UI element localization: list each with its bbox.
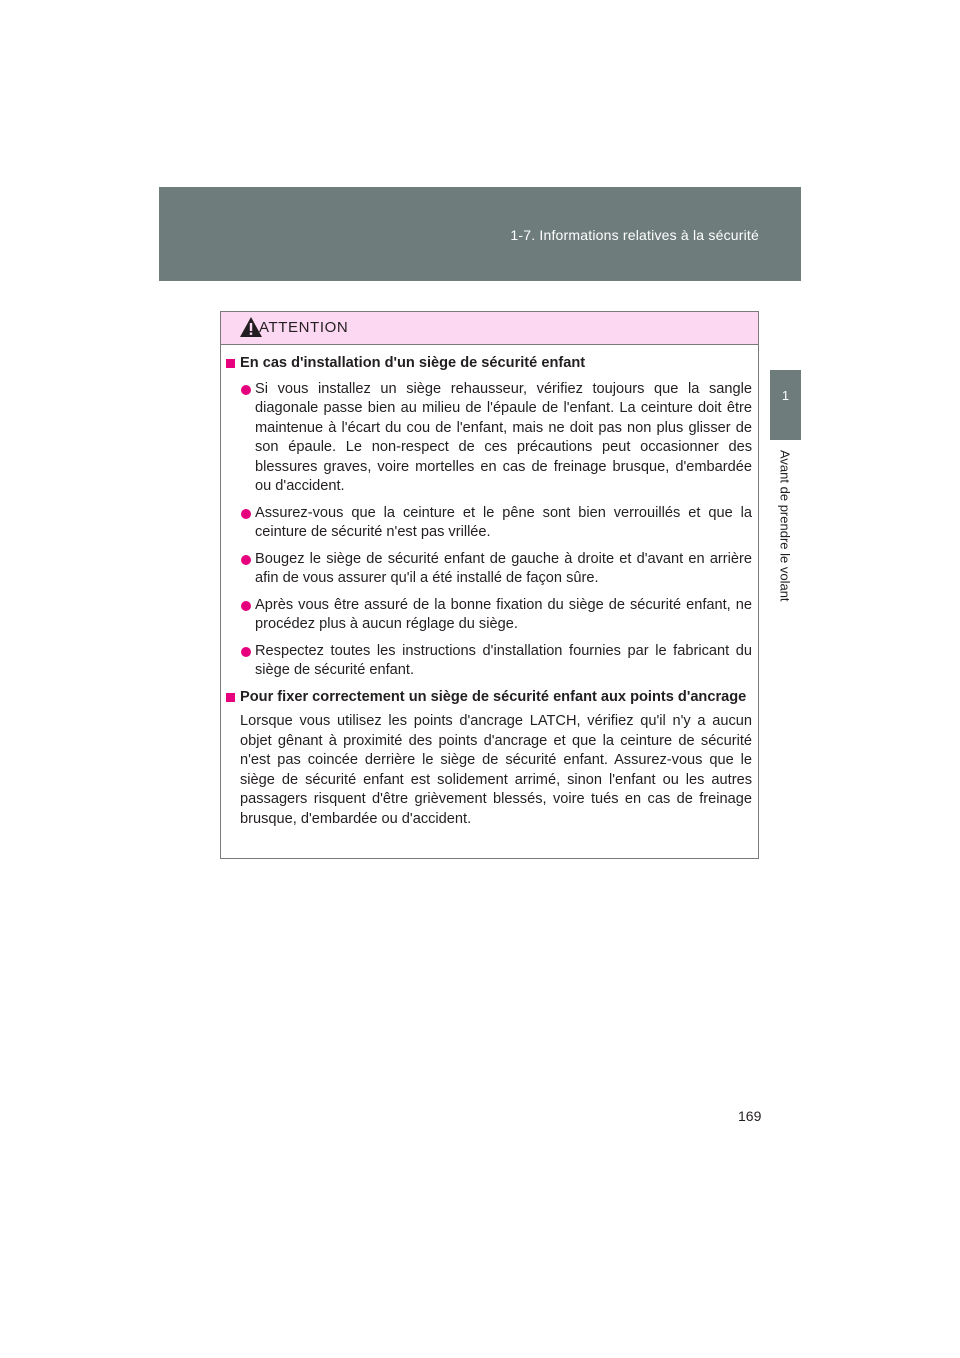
- list-item: Après vous être assuré de la bonne fixation du siège de sécurité enfant, ne procédez plus à aucun réglage du siège.: [225, 596, 752, 635]
- list-item: Bougez le siège de sécurité enfant de gauche à droite et d'avant en arrière afin de vous assurer qu'il a été installé de façon sûre.: [225, 550, 752, 589]
- list-item: Si vous installez un siège rehausseur, vérifiez toujours que la sangle diagonale passe bien au milieu de l'épaule de l'enfant. La ceinture doit être maintenue à l'écart du cou de l'enfant, mais ne doit pas non plus glisser de son épaule. Le non-respect de ces précautions peut occasionner des blessures graves, voire mortelles en cas de freinage brusque, d'embardée ou d'accident.: [225, 380, 752, 497]
- circle-bullet-icon: [241, 647, 251, 657]
- chapter-tab: [770, 370, 801, 440]
- section-header-band: [159, 187, 801, 281]
- chapter-number: 1: [781, 388, 790, 403]
- list-item: Respectez toutes les instructions d'installation fournies par le fabricant du siège de sécurité enfant.: [225, 642, 752, 681]
- circle-bullet-icon: [241, 509, 251, 519]
- chapter-label-container: [770, 450, 801, 620]
- section-title: 1-7. Informations relatives à la sécurité: [510, 227, 759, 243]
- section-heading: En cas d'installation d'un siège de sécurité enfant: [225, 354, 752, 374]
- caution-header: [221, 312, 758, 345]
- caution-box: [220, 311, 759, 859]
- section-paragraph: Lorsque vous utilisez les points d'ancrage LATCH, vérifiez qu'il n'y a aucun objet gênant à proximité des points d'ancrage et que la ceinture de sécurité n'est pas coincée derrière le siège de sécurité enfant. Assurez-vous que le siège de sécurité enfant est solidement arrimé, sinon l'enfant ou les autres passagers risquent d'être grièvement blessés, voire tués en cas de freinage brusque, d'embardée ou d'accident.: [240, 713, 752, 827]
- circle-bullet-icon: [241, 385, 251, 395]
- caution-title: ATTENTION: [259, 319, 349, 336]
- square-bullet-icon: [226, 359, 235, 368]
- list-item: Assurez-vous que la ceinture et le pêne sont bien verrouillés et que la ceinture de sécurité n'est pas vrillée.: [225, 504, 752, 543]
- caution-content: [221, 345, 758, 829]
- circle-bullet-icon: [241, 601, 251, 611]
- chapter-label: Avant de prendre le volant: [777, 450, 793, 602]
- page-number: 169: [738, 1108, 762, 1124]
- circle-bullet-icon: [241, 555, 251, 565]
- square-bullet-icon: [226, 693, 235, 702]
- section-heading: Pour fixer correctement un siège de sécurité enfant aux points d'ancrage: [225, 688, 752, 708]
